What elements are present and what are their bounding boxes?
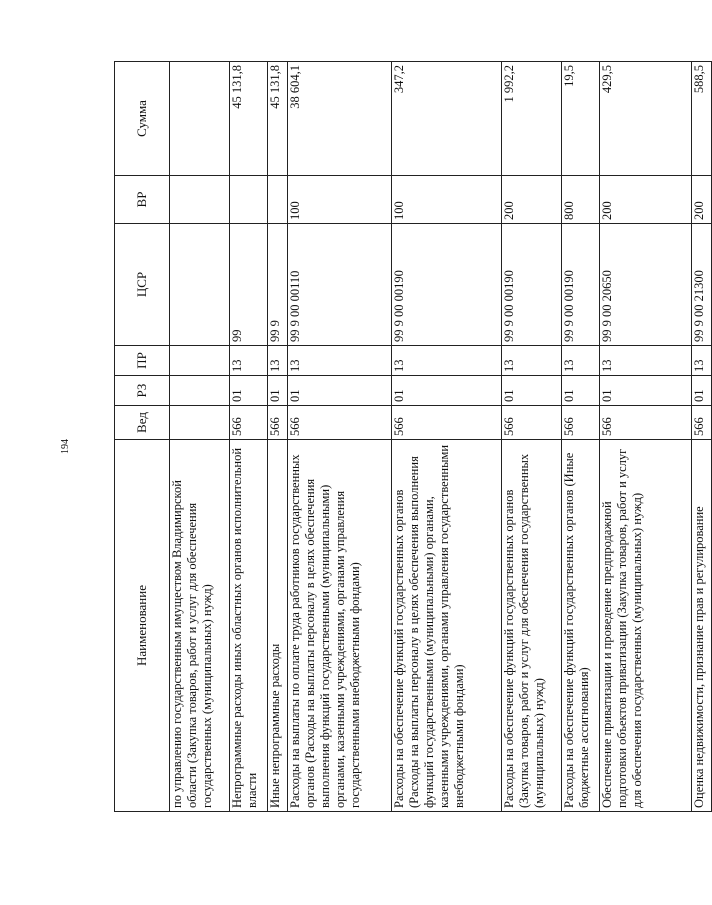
cell-ved: 566 bbox=[600, 406, 692, 440]
cell-sum: 347,2 bbox=[392, 62, 502, 176]
budget-table bbox=[114, 61, 712, 812]
cell-name: Непрограммные расходы иных областных органов исполнительной власти bbox=[230, 440, 268, 812]
cell-ved: 566 bbox=[230, 406, 268, 440]
cell-vr bbox=[170, 176, 230, 224]
cell-csr: 99 9 00 00190 bbox=[392, 224, 502, 346]
cell-ved: 566 bbox=[268, 406, 288, 440]
cell-name: Иные непрограммные расходы bbox=[268, 440, 288, 812]
cell-vr: 200 bbox=[600, 176, 692, 224]
cell-pr bbox=[170, 346, 230, 376]
cell-name: по управлению государственным имуществом Владимирской области (Закупка товаров, работ и услуг для обеспечения государственных (муниципальных) нужд) bbox=[170, 440, 230, 812]
header-csr: ЦСР bbox=[115, 224, 170, 346]
header-sum: Сумма bbox=[115, 62, 170, 176]
cell-rz: 01 bbox=[288, 376, 392, 406]
table-row bbox=[392, 62, 502, 812]
cell-rz bbox=[170, 376, 230, 406]
cell-pr: 13 bbox=[562, 346, 600, 376]
cell-rz: 01 bbox=[562, 376, 600, 406]
cell-vr: 100 bbox=[392, 176, 502, 224]
cell-name: Расходы на обеспечение функций государственных органов (Иные бюджетные ассигнования) bbox=[562, 440, 600, 812]
header-ved: Вед bbox=[115, 406, 170, 440]
table-row bbox=[268, 62, 288, 812]
cell-sum bbox=[170, 62, 230, 176]
table-row bbox=[230, 62, 268, 812]
cell-ved: 566 bbox=[288, 406, 392, 440]
cell-pr: 13 bbox=[288, 346, 392, 376]
page-number: 194 bbox=[60, 439, 71, 454]
cell-sum: 19,5 bbox=[562, 62, 600, 176]
cell-pr: 13 bbox=[692, 346, 712, 376]
cell-pr: 13 bbox=[230, 346, 268, 376]
header-vr: ВР bbox=[115, 176, 170, 224]
header-name: Наименование bbox=[115, 440, 170, 812]
cell-csr: 99 9 00 00110 bbox=[288, 224, 392, 346]
cell-rz: 01 bbox=[600, 376, 692, 406]
cell-csr: 99 9 00 20650 bbox=[600, 224, 692, 346]
cell-vr: 800 bbox=[562, 176, 600, 224]
cell-sum: 1 992,2 bbox=[502, 62, 562, 176]
cell-vr: 200 bbox=[502, 176, 562, 224]
rotated-table-container bbox=[114, 62, 706, 812]
cell-name: Обеспечение приватизации и проведение предпродажной подготовки объектов приватизации (Закупка товаров, работ и услуг для обеспечения государственных (муниципальных) нужд) bbox=[600, 440, 692, 812]
header-rz: РЗ bbox=[115, 376, 170, 406]
cell-ved: 566 bbox=[692, 406, 712, 440]
cell-name: Оценка недвижимости, признание прав и регулирование bbox=[692, 440, 712, 812]
cell-sum: 588,5 bbox=[692, 62, 712, 176]
header-pr: ПР bbox=[115, 346, 170, 376]
table-row bbox=[502, 62, 562, 812]
table-row bbox=[170, 62, 230, 812]
header-row bbox=[115, 62, 170, 812]
cell-rz: 01 bbox=[268, 376, 288, 406]
cell-sum: 429,5 bbox=[600, 62, 692, 176]
cell-vr: 200 bbox=[692, 176, 712, 224]
cell-rz: 01 bbox=[502, 376, 562, 406]
table-row bbox=[692, 62, 712, 812]
cell-ved: 566 bbox=[392, 406, 502, 440]
cell-csr: 99 9 00 21300 bbox=[692, 224, 712, 346]
cell-csr: 99 bbox=[230, 224, 268, 346]
cell-sum: 45 131,8 bbox=[230, 62, 268, 176]
cell-rz: 01 bbox=[692, 376, 712, 406]
cell-pr: 13 bbox=[268, 346, 288, 376]
table-row bbox=[600, 62, 692, 812]
cell-name: Расходы на обеспечение функций государственных органов (Закупка товаров, работ и услуг для обеспечения государственных (муниципальных) нужд) bbox=[502, 440, 562, 812]
cell-ved bbox=[170, 406, 230, 440]
cell-pr: 13 bbox=[600, 346, 692, 376]
cell-csr: 99 9 bbox=[268, 224, 288, 346]
cell-sum: 45 131,8 bbox=[268, 62, 288, 176]
cell-ved: 566 bbox=[502, 406, 562, 440]
cell-pr: 13 bbox=[502, 346, 562, 376]
cell-name: Расходы на выплаты по оплате труда работников государственных органов (Расходы на выплаты персоналу в целях обеспечения выполнения функций государственными (муниципальными) органами, казенными учреждениями, органами управления государственными внебюджетными фондами) bbox=[288, 440, 392, 812]
cell-name: Расходы на обеспечение функций государственных органов (Расходы на выплаты персоналу в целях обеспечения выполнения функций государственными (муниципальными) органами, казенными учреждениями, органами управления государственными внебюджетными фондами) bbox=[392, 440, 502, 812]
cell-ved: 566 bbox=[562, 406, 600, 440]
cell-csr: 99 9 00 00190 bbox=[562, 224, 600, 346]
cell-rz: 01 bbox=[230, 376, 268, 406]
cell-pr: 13 bbox=[392, 346, 502, 376]
cell-vr bbox=[230, 176, 268, 224]
cell-rz: 01 bbox=[392, 376, 502, 406]
cell-vr bbox=[268, 176, 288, 224]
cell-csr bbox=[170, 224, 230, 346]
cell-sum: 38 604,1 bbox=[288, 62, 392, 176]
table-row bbox=[562, 62, 600, 812]
cell-vr: 100 bbox=[288, 176, 392, 224]
cell-csr: 99 9 00 00190 bbox=[502, 224, 562, 346]
table-row bbox=[288, 62, 392, 812]
